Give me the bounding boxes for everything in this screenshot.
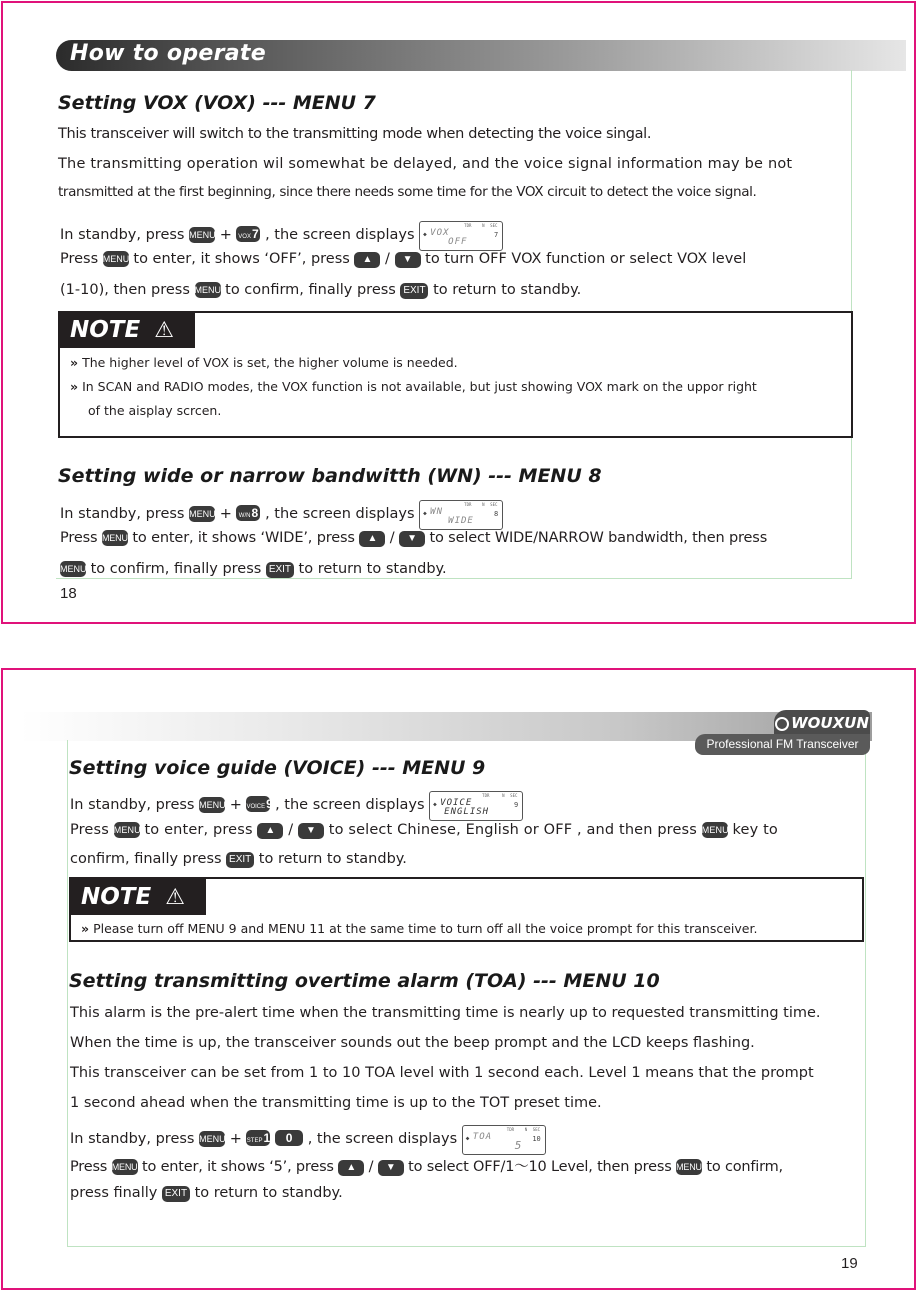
- lcd-sec: SEC: [532, 1127, 541, 1132]
- plus-text: +: [219, 506, 232, 522]
- standby-text: In standby, press: [70, 797, 195, 813]
- note-item-text: Please turn off MENU 9 and MENU 11 at the same time to turn off all the voice prompt for this transceiver.: [93, 921, 758, 936]
- menu-key-icon: MENU: [112, 1159, 138, 1175]
- vox-press-line: [60, 251, 746, 268]
- vox-desc-line-1: This transceiver will switch to the transmitting mode when detecting the voice singal.: [58, 126, 652, 142]
- slash-text: /: [288, 822, 294, 838]
- wn-key-label: W/N: [238, 513, 251, 519]
- key-to-text: key to: [732, 822, 778, 838]
- standby-text: In standby, press: [60, 227, 185, 243]
- note-item: [70, 379, 757, 394]
- warning-icon: ⚠: [165, 885, 185, 910]
- note-label: NOTE: [81, 884, 152, 910]
- exit-key-icon: EXIT: [266, 562, 294, 578]
- page-number: 18: [60, 585, 77, 602]
- note-item: [70, 355, 458, 370]
- brand-logo: [695, 710, 870, 758]
- menu-key-icon: MENU: [702, 822, 728, 838]
- menu-key-icon: MENU: [114, 822, 140, 838]
- lcd-sec: SEC: [490, 502, 498, 507]
- note-box: [69, 877, 864, 942]
- select-text: to select OFF/1～10 Level, then press: [408, 1159, 672, 1175]
- voice-standby-line: [70, 791, 523, 821]
- wn-8-key-icon: [236, 505, 260, 521]
- slash-text: /: [368, 1159, 374, 1175]
- wn-press-line: [60, 530, 767, 547]
- menu-key-icon: MENU: [189, 227, 215, 243]
- note-item-text: The higher level of VOX is set, the higher volume is needed.: [82, 355, 458, 370]
- page-number: 19: [841, 1255, 858, 1272]
- step-key-label: STEP: [246, 1138, 263, 1144]
- vox-confirm-line: [60, 282, 581, 299]
- to-confirm-text: to confirm,: [706, 1159, 783, 1175]
- voice-confirm-line: [70, 851, 407, 868]
- section-banner: [56, 40, 906, 71]
- zero-key-icon: 0: [275, 1130, 303, 1146]
- double-chevron-icon: »: [70, 379, 79, 394]
- press-text: Press: [70, 822, 109, 838]
- vox-key-number: 7: [251, 227, 259, 241]
- up-arrow-key-icon: ▲: [359, 531, 385, 547]
- voice-key-number: 9: [266, 797, 273, 811]
- screen-displays-text: , the screen displays: [265, 506, 415, 522]
- vox-key-label: VOX: [238, 234, 251, 240]
- lcd-line-1: VOICE: [440, 798, 473, 808]
- vox-7-key-icon: [236, 226, 260, 242]
- standby-text: In standby, press: [60, 506, 185, 522]
- step-1-key-icon: [246, 1130, 270, 1146]
- down-arrow-key-icon: ▼: [378, 1160, 404, 1176]
- note-item-text: In SCAN and RADIO modes, the VOX function is not available, but just showing VOX mark on the uppor right: [82, 379, 757, 394]
- menu-key-icon: MENU: [60, 561, 86, 577]
- return-standby-text: to return to standby.: [258, 851, 407, 867]
- standby-text: In standby, press: [70, 1131, 195, 1147]
- wn-standby-line: [60, 500, 503, 530]
- select-text: to select WIDE/NARROW bandwidth, then press: [429, 530, 768, 546]
- press-text: Press: [60, 251, 99, 267]
- exit-key-icon: EXIT: [162, 1186, 190, 1202]
- screen-displays-text: , the screen displays: [307, 1131, 458, 1147]
- return-standby-text: to return to standby.: [433, 282, 582, 298]
- wn-key-number: 8: [251, 506, 259, 520]
- return-standby-text: to return to standby.: [194, 1185, 343, 1201]
- logo-tagline: Professional FM Transceiver: [695, 734, 870, 755]
- toa-confirm-line: [70, 1185, 343, 1202]
- plus-text: +: [219, 227, 232, 243]
- voice-key-label: VOICE: [246, 804, 266, 810]
- toa-desc-line-2: When the time is up, the transceiver sounds out the beep prompt and the LCD keeps flashing.: [70, 1035, 755, 1051]
- press-finally-text: press finally: [70, 1185, 158, 1201]
- note-tag: [71, 879, 206, 915]
- enter-shows-text: to enter, it shows ‘WIDE’, press: [132, 530, 355, 546]
- menu-key-icon: MENU: [189, 506, 215, 522]
- enter-press-text: to enter, press: [144, 822, 253, 838]
- lcd-number: 7: [493, 231, 499, 239]
- lcd-tdr: TDR: [464, 502, 472, 507]
- down-arrow-key-icon: ▼: [395, 252, 421, 268]
- double-chevron-icon: »: [81, 921, 90, 936]
- lcd-line-2: 5: [514, 1139, 523, 1152]
- lcd-vox-display: [419, 221, 503, 251]
- menu-key-icon: MENU: [676, 1159, 702, 1175]
- wn-confirm-line: [60, 561, 447, 578]
- logo-brand-text: WOUXUN: [791, 714, 869, 732]
- lcd-dot-icon: ◆: [433, 801, 437, 808]
- select-text: to select Chinese, English or OFF , and then press: [328, 822, 697, 838]
- lcd-voice-display: [429, 791, 523, 821]
- vox-desc-line-3: transmitted at the first beginning, since there needs some time for the VOX circuit to detect the voice signal.: [58, 184, 757, 200]
- down-arrow-key-icon: ▼: [298, 823, 324, 839]
- logo-mark-icon: [775, 717, 789, 731]
- lcd-number: 10: [532, 1135, 541, 1143]
- lcd-tdr: TDR: [464, 223, 472, 228]
- toa-desc-line-4: 1 second ahead when the transmitting time is up to the TOT preset time.: [70, 1095, 602, 1111]
- screen-displays-text: , the screen displays: [275, 797, 425, 813]
- confirm-finally-text: to confirm, finally press: [90, 561, 262, 577]
- note-box: [58, 311, 853, 438]
- plus-text: +: [229, 1131, 242, 1147]
- wn-heading: Setting wide or narrow bandwitth (WN) --- MENU 8: [58, 465, 602, 487]
- lcd-toa-display: [462, 1125, 546, 1155]
- voice-press-line: [70, 822, 778, 839]
- lcd-line-1: VOX: [430, 228, 450, 238]
- lcd-line-2: WIDE: [448, 516, 474, 526]
- vox-standby-line: [60, 221, 503, 251]
- plus-text: +: [229, 797, 242, 813]
- screen-displays-text: , the screen displays: [265, 227, 415, 243]
- lcd-line-2: ENGLISH: [444, 807, 490, 817]
- vox-heading: Setting VOX (VOX) --- MENU 7: [58, 92, 376, 114]
- voice-heading: Setting voice guide (VOICE) --- MENU 9: [69, 757, 486, 779]
- banner-title: How to operate: [70, 41, 266, 66]
- lcd-sec: SEC: [510, 793, 518, 798]
- double-chevron-icon: »: [70, 355, 79, 370]
- confirm-finally-text: to confirm, finally press: [225, 282, 396, 298]
- lcd-wn-display: [419, 500, 503, 530]
- down-arrow-key-icon: ▼: [399, 531, 425, 547]
- voice-9-key-icon: [246, 796, 273, 812]
- slash-text: /: [389, 530, 395, 546]
- note-label: NOTE: [70, 317, 141, 343]
- menu-key-icon: MENU: [102, 530, 128, 546]
- note-item-continued: of the aisplay scrcen.: [88, 403, 222, 418]
- up-arrow-key-icon: ▲: [354, 252, 380, 268]
- enter-shows-text: to enter, it shows ‘OFF’, press: [133, 251, 350, 267]
- exit-key-icon: EXIT: [226, 852, 254, 868]
- vox-desc-line-2: The transmitting operation wil somewhat be delayed, and the voice signal information may be not: [58, 156, 793, 172]
- toa-heading: Setting transmitting overtime alarm (TOA) --- MENU 10: [69, 970, 660, 992]
- confirm-finally-text: confirm, finally press: [70, 851, 222, 867]
- lcd-dot-icon: ◆: [465, 1135, 470, 1142]
- lcd-tdr: TDR: [506, 1127, 515, 1132]
- toa-press-line: [70, 1155, 783, 1176]
- lcd-line-1: TOA: [472, 1132, 493, 1142]
- lcd-n: N: [482, 223, 485, 228]
- press-text: Press: [70, 1159, 108, 1175]
- warning-icon: ⚠: [154, 318, 174, 343]
- turn-off-text: to turn OFF VOX function or select VOX level: [425, 251, 747, 267]
- menu-key-icon: MENU: [103, 251, 129, 267]
- then-press-text: (1-10), then press: [60, 282, 190, 298]
- step-key-number: 1: [263, 1131, 271, 1145]
- lcd-number: 9: [513, 801, 519, 809]
- lcd-tdr: TDR: [482, 793, 490, 798]
- toa-desc-line-3: This transceiver can be set from 1 to 10 TOA level with 1 second each. Level 1 means that the prompt: [70, 1065, 814, 1081]
- exit-key-icon: EXIT: [400, 283, 428, 299]
- note-item: [81, 921, 757, 936]
- lcd-sec: SEC: [490, 223, 498, 228]
- lcd-dot-icon: ◆: [423, 510, 427, 517]
- lcd-n: N: [524, 1127, 528, 1132]
- up-arrow-key-icon: ▲: [257, 823, 283, 839]
- up-arrow-key-icon: ▲: [338, 1160, 364, 1176]
- press-text: Press: [60, 530, 98, 546]
- lcd-n: N: [502, 793, 505, 798]
- menu-key-icon: MENU: [195, 282, 221, 298]
- note-tag: [60, 313, 195, 348]
- enter-shows-text: to enter, it shows ‘5’, press: [142, 1159, 334, 1175]
- toa-standby-line: [70, 1125, 546, 1155]
- slash-text: /: [385, 251, 390, 267]
- menu-key-icon: MENU: [199, 1131, 225, 1147]
- lcd-line-2: OFF: [448, 237, 468, 247]
- lcd-line-1: WN: [430, 507, 444, 517]
- menu-key-icon: MENU: [199, 797, 225, 813]
- lcd-n: N: [482, 502, 485, 507]
- toa-desc-line-1: This alarm is the pre-alert time when the transmitting time is nearly up to requested transmitting time.: [70, 1005, 821, 1021]
- logo-brand: [774, 710, 870, 737]
- lcd-number: 8: [493, 510, 499, 518]
- return-standby-text: to return to standby.: [298, 561, 447, 577]
- lcd-dot-icon: ◆: [423, 231, 427, 238]
